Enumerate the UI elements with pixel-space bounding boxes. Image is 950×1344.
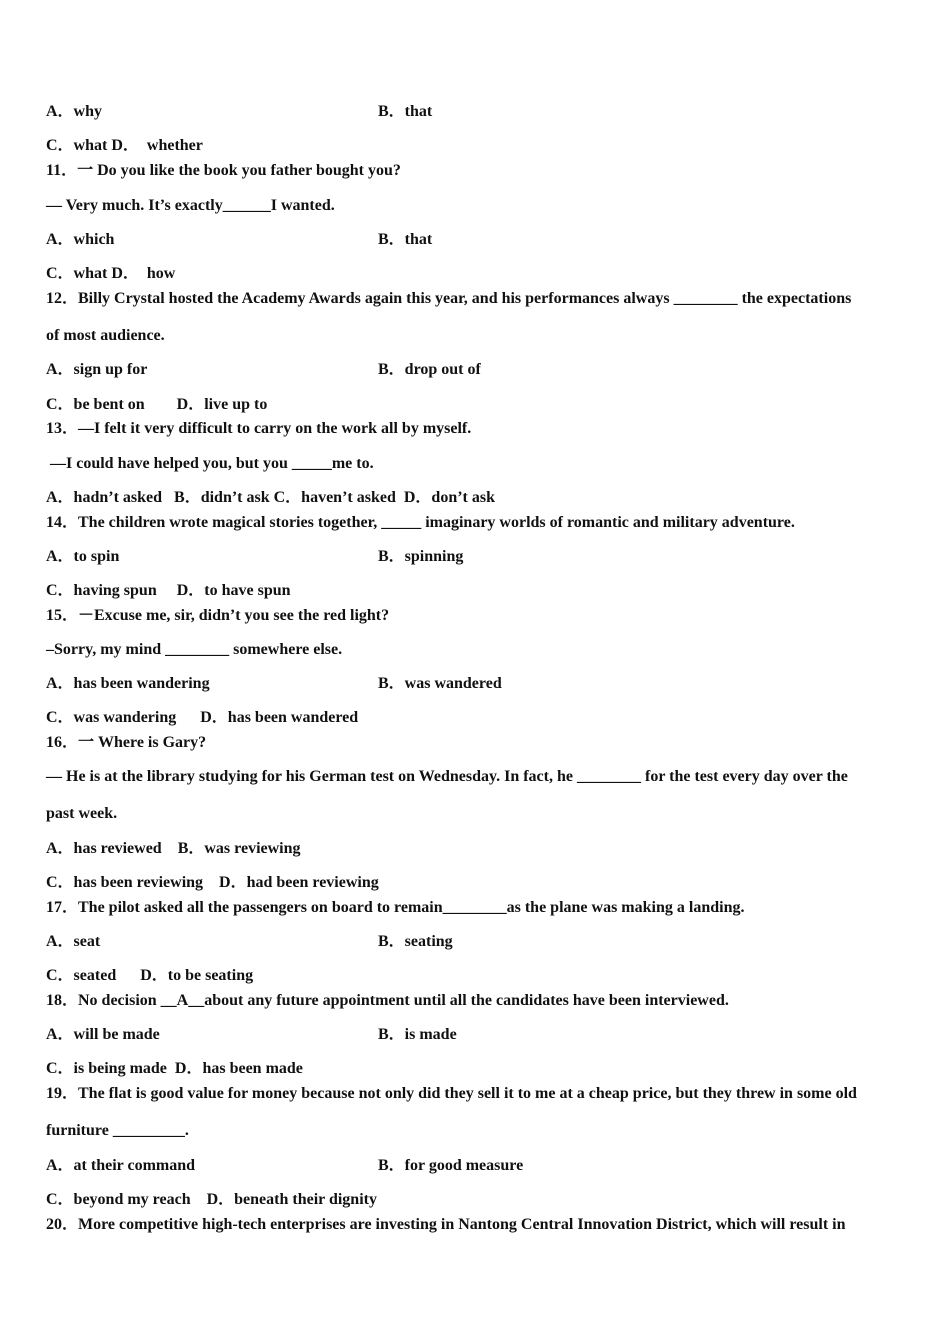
q19-option-cd: C．beyond my reach D．beneath their dignity xyxy=(46,1191,377,1208)
q11-option-b: B．that xyxy=(378,231,433,248)
q11-option-cd: C．what D． how xyxy=(46,265,176,282)
q16-reply-cont: past week. xyxy=(46,805,118,822)
q16-reply: — He is at the library studying for his German test on Wednesday. In fact, he ________ for the test every day over the xyxy=(46,768,848,785)
q17-stem: 17．The pilot asked all the passengers on board to remain________as the plane was making a landing. xyxy=(46,899,745,916)
q12-option-cd: C．be bent on D．live up to xyxy=(46,396,268,413)
q14-option-b: B．spinning xyxy=(378,548,464,565)
q12-stem-cont: of most audience. xyxy=(46,327,165,344)
q17-option-a: A．seat xyxy=(46,933,101,950)
q13-options: A．hadn’t asked B．didn’t ask C．haven’t asked D．don’t ask xyxy=(46,489,495,506)
q14-stem: 14．The children wrote magical stories together, _____ imaginary worlds of romantic and military adventure. xyxy=(46,514,795,531)
q17-option-b: B．seating xyxy=(378,933,453,950)
q15-option-b: B．was wandered xyxy=(378,675,502,692)
q14-option-cd: C．having spun D．to have spun xyxy=(46,582,291,599)
q10-option-b: B．that xyxy=(378,103,433,120)
q16-stem: 16．一 Where is Gary? xyxy=(46,734,207,751)
q13-stem: 13．—I felt it very difficult to carry on the work all by myself. xyxy=(46,420,472,437)
q19-option-b: B．for good measure xyxy=(378,1157,524,1174)
q18-option-b: B．is made xyxy=(378,1026,457,1043)
q18-option-cd: C．is being made D．has been made xyxy=(46,1060,303,1077)
q10-option-a: A．why xyxy=(46,103,103,120)
q19-stem: 19．The flat is good value for money because not only did they sell it to me at a cheap price, but they threw in some old xyxy=(46,1085,857,1102)
q10-option-cd: C．what D． whether xyxy=(46,137,203,154)
q12-option-a: A．sign up for xyxy=(46,361,148,378)
q12-option-b: B．drop out of xyxy=(378,361,481,378)
q13-reply: —I could have helped you, but you _____me to. xyxy=(46,455,374,472)
q20-stem: 20．More competitive high-tech enterprises are investing in Nantong Central Innovation District, which will result in xyxy=(46,1216,846,1233)
q19-option-a: A．at their command xyxy=(46,1157,196,1174)
q11-reply: — Very much. It’s exactly______I wanted. xyxy=(46,197,335,214)
q11-stem: 11．一 Do you like the book you father bought you? xyxy=(46,162,401,179)
q18-stem: 18．No decision __A__about any future appointment until all the candidates have been interviewed. xyxy=(46,992,729,1009)
q14-option-a: A．to spin xyxy=(46,548,120,565)
q15-stem: 15．－Excuse me, sir, didn’t you see the red light? xyxy=(46,607,390,624)
q12-stem: 12．Billy Crystal hosted the Academy Awards again this year, and his performances always ________ the expectations xyxy=(46,290,852,307)
q17-option-cd: C．seated D．to be seating xyxy=(46,967,254,984)
q19-stem-cont: furniture _________. xyxy=(46,1122,189,1139)
q15-option-a: A．has been wandering xyxy=(46,675,210,692)
q18-option-a: A．will be made xyxy=(46,1026,160,1043)
q11-option-a: A．which xyxy=(46,231,115,248)
q16-option-ab: A．has reviewed B．was reviewing xyxy=(46,840,301,857)
q15-option-cd: C．was wandering D．has been wandered xyxy=(46,709,359,726)
q16-option-cd: C．has been reviewing D．had been reviewing xyxy=(46,874,379,891)
q15-reply: –Sorry, my mind ________ somewhere else. xyxy=(46,641,343,658)
